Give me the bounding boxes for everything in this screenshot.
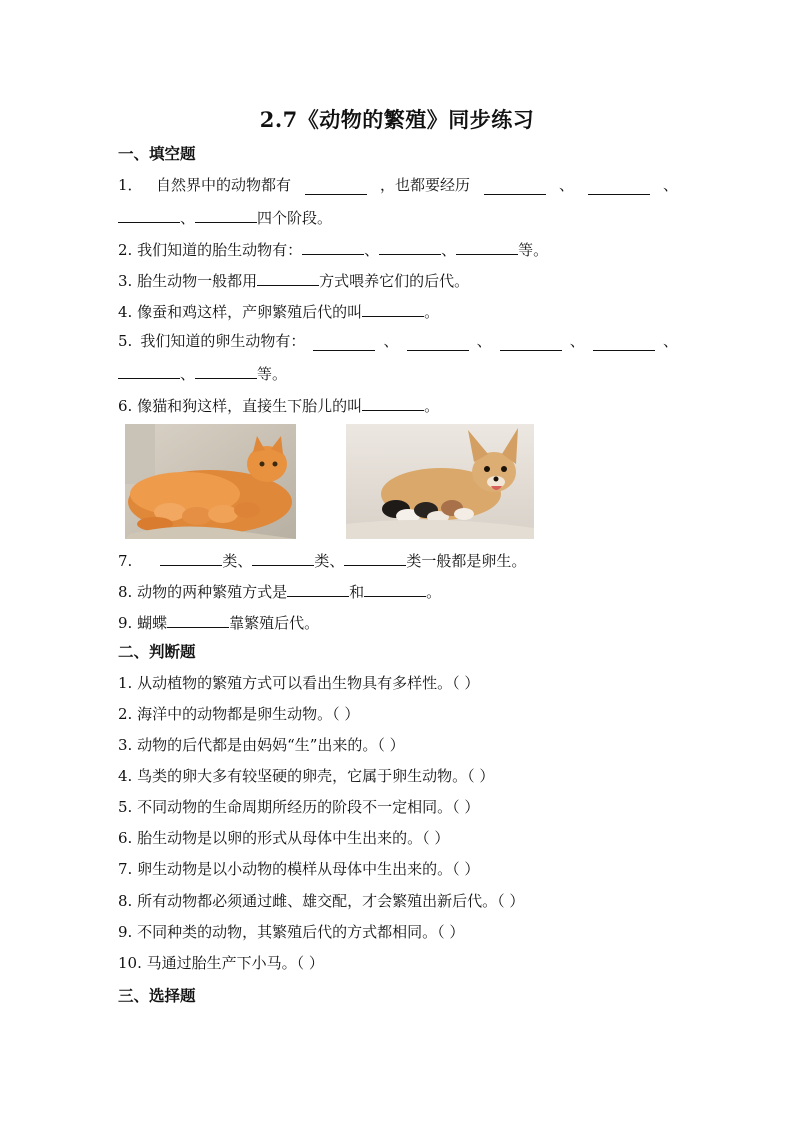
judge-item-1: 1. 从动植物的繁殖方式可以看出生物具有多样性。（ ）: [118, 674, 480, 692]
judge-item-3: 3. 动物的后代都是由妈妈“生”出来的。（ ）: [118, 736, 405, 754]
answer-blank[interactable]: [500, 334, 562, 351]
judge-item-6: 6. 胎生动物是以卵的形式从母体中生出来的。（ ）: [118, 829, 450, 847]
section-heading-choice: 三、选择题: [118, 986, 196, 1005]
fill-q8: 8. 动物的两种繁殖方式是 和 。: [118, 580, 441, 602]
answer-blank[interactable]: [593, 334, 655, 351]
fill-q1-line1: 1． 自然界中的动物都有 ，也都要经历 、 、: [118, 176, 678, 194]
page-title: 2.7《动物的繁殖》同步练习: [259, 107, 535, 132]
answer-blank[interactable]: [302, 238, 364, 255]
answer-blank[interactable]: [195, 362, 257, 379]
answer-blank[interactable]: [362, 300, 424, 317]
fill-q4: 4. 像蚕和鸡这样，产卵繁殖后代的叫 。: [118, 300, 439, 322]
fill-q7: 7. 类、 类、 类一般都是卵生。: [118, 549, 526, 571]
section-heading-judge: 二、判断题: [118, 642, 196, 661]
answer-blank[interactable]: [364, 580, 426, 597]
answer-blank[interactable]: [257, 269, 319, 286]
answer-blank[interactable]: [252, 549, 314, 566]
judge-item-2: 2. 海洋中的动物都是卵生动物。（ ）: [118, 705, 360, 723]
section-heading-fill: 一、填空题: [118, 144, 196, 163]
judge-item-9: 9. 不同种类的动物，其繁殖后代的方式都相同。（ ）: [118, 923, 465, 941]
fill-q3: 3. 胎生动物一般都用 方式喂养它们的后代。: [118, 269, 469, 291]
answer-blank[interactable]: [456, 238, 518, 255]
fill-q5-line2: 、 等。: [118, 362, 287, 384]
judge-item-7: 7. 卵生动物是以小动物的模样从母体中生出来的。（ ）: [118, 860, 480, 878]
answer-blank[interactable]: [344, 549, 406, 566]
fill-q9: 9. 蝴蝶 靠繁殖后代。: [118, 611, 319, 633]
answer-blank[interactable]: [287, 580, 349, 597]
answer-blank[interactable]: [305, 178, 367, 195]
answer-blank[interactable]: [484, 178, 546, 195]
answer-blank[interactable]: [160, 549, 222, 566]
fill-q6: 6. 像猫和狗这样，直接生下胎儿的叫 。: [118, 394, 439, 416]
answer-blank[interactable]: [362, 394, 424, 411]
answer-blank[interactable]: [118, 206, 180, 223]
answer-blank[interactable]: [313, 334, 375, 351]
judge-item-8: 8. 所有动物都必须通过雌、雄交配，才会繁殖出新后代。（ ）: [118, 892, 525, 910]
judge-item-10: 10. 马通过胎生产下小马。（ ）: [118, 954, 324, 972]
cat-nursing-kittens-photo: [125, 424, 296, 539]
answer-blank[interactable]: [588, 178, 650, 195]
answer-blank[interactable]: [407, 334, 469, 351]
answer-blank[interactable]: [379, 238, 441, 255]
answer-blank[interactable]: [167, 611, 229, 628]
answer-blank[interactable]: [118, 362, 180, 379]
judge-item-5: 5. 不同动物的生命周期所经历的阶段不一定相同。（ ）: [118, 798, 480, 816]
fill-q5-line1: 5. 我们知道的卵生动物有： 、 、 、 、: [118, 332, 678, 350]
fill-q1-line2: 、 四个阶段。: [118, 206, 332, 228]
dog-nursing-puppies-photo: [346, 424, 534, 539]
answer-blank[interactable]: [195, 206, 257, 223]
fill-q2: 2. 我们知道的胎生动物有： 、 、 等。: [118, 238, 548, 260]
judge-item-4: 4. 鸟类的卵大多有较坚硬的卵壳，它属于卵生动物。（ ）: [118, 767, 495, 785]
